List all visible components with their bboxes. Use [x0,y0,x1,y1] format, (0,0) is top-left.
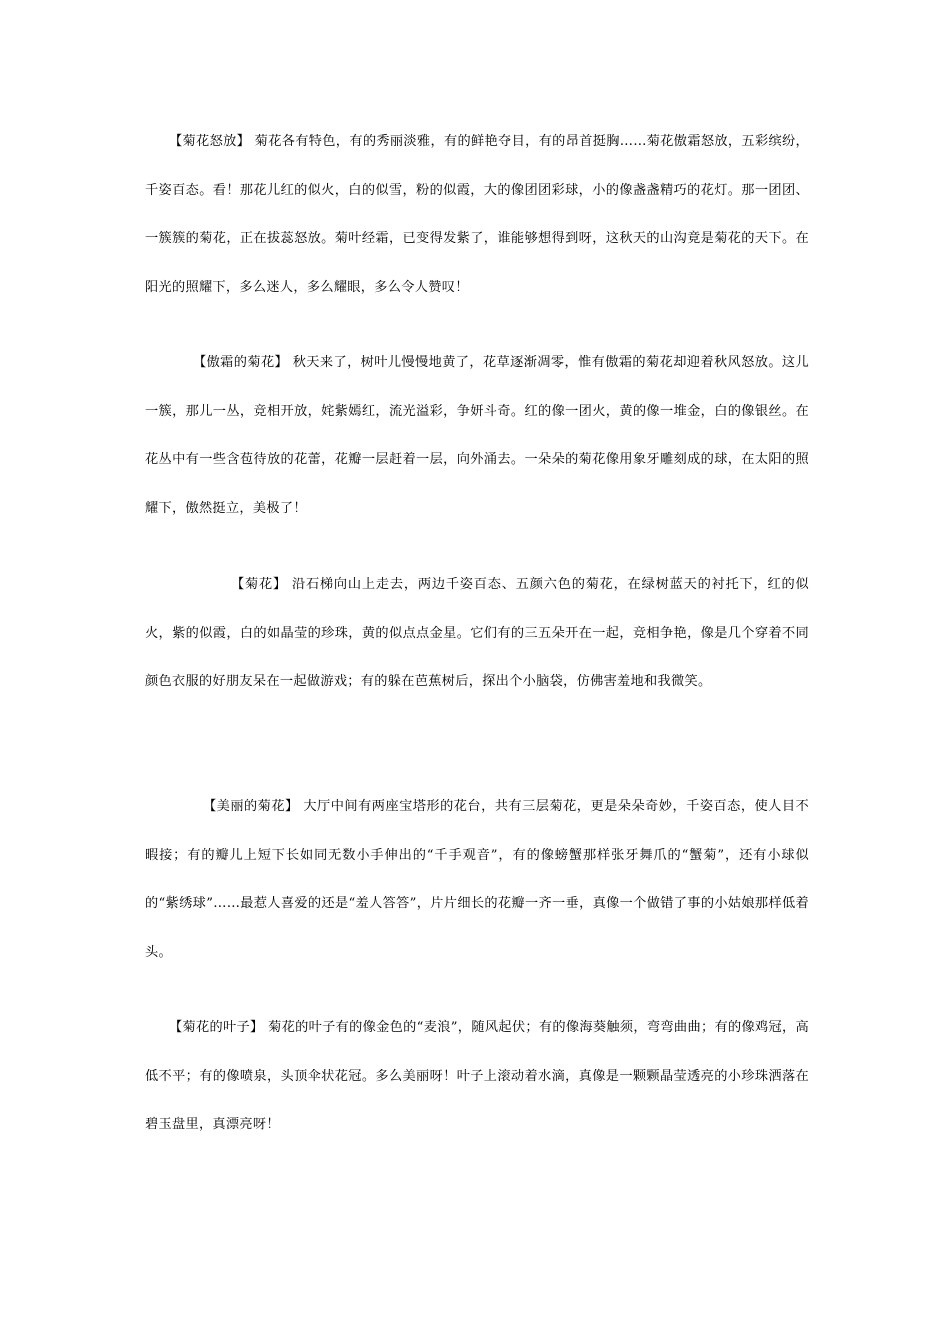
paragraph-title: 【菊花】 [231,577,287,592]
paragraph-title: 【菊花的叶子】 [169,1020,264,1035]
paragraph-title: 【菊花怒放】 [169,134,251,149]
paragraph-title: 【傲霜的菊花】 [193,355,289,370]
paragraph-frost-defying-chrysanthemum [145,339,809,533]
paragraph-title: 【美丽的菊花】 [203,799,299,814]
paragraph-chrysanthemum [145,561,809,707]
paragraph-text: 大厅中间有两座宝塔形的花台，共有三层菊花，更是朵朵奇妙，千姿百态，使人目不暇接；有的瓣儿上短下长如同无数小手伸出的“千手观音”，有的像螃蟹那样张牙舞爪的“蟹菊”，还有小球似的“紫绣球”……最惹人喜爱的还是“羞人答答”，片片细长的花瓣一齐一垂，真像一个做错了事的小姑娘那样低着头。 [145,799,809,960]
paragraph-chrysanthemum-leaves [145,1004,809,1150]
paragraph-text: 菊花各有特色，有的秀丽淡雅，有的鲜艳夺目，有的昂首挺胸……菊花傲霜怒放，五彩缤纷，千姿百态。看！那花儿红的似火，白的似雪，粉的似霞，大的像团团彩球，小的像盏盏精巧的花灯。那一团团、一簇簇的菊花，正在拔蕊怒放。菊叶经霜，已变得发紫了，谁能够想得到呀，这秋天的山沟竟是菊花的天下。在阳光的照耀下，多么迷人，多么耀眼，多么令人赞叹！ [145,134,809,295]
paragraph-chrysanthemum-blooming [145,118,809,312]
paragraph-text: 菊花的叶子有的像金色的“麦浪”，随风起伏；有的像海葵触须，弯弯曲曲；有的像鸡冠，高低不平；有的像喷泉，头顶伞状花冠。多么美丽呀！叶子上滚动着水滴，真像是一颗颗晶莹透亮的小珍珠洒落在碧玉盘里，真漂亮呀！ [145,1020,809,1132]
paragraph-beautiful-chrysanthemum [145,783,809,977]
paragraph-text: 沿石梯向山上走去，两边千姿百态、五颜六色的菊花，在绿树蓝天的衬托下，红的似火，紫的似霞，白的如晶莹的珍珠，黄的似点点金星。它们有的三五朵开在一起，竞相争艳，像是几个穿着不同颜色衣服的好朋友呆在一起做游戏；有的躲在芭蕉树后，探出个小脑袋，仿佛害羞地和我微笑。 [145,577,809,689]
paragraph-text: 秋天来了，树叶儿慢慢地黄了，花草逐渐凋零，惟有傲霜的菊花却迎着秋风怒放。这儿一簇，那儿一丛，竞相开放，姹紫嫣红，流光溢彩，争妍斗奇。红的像一团火，黄的像一堆金，白的像银丝。在花丛中有一些含苞待放的花蕾，花瓣一层赶着一层，向外涌去。一朵朵的菊花像用象牙雕刻成的球，在太阳的照耀下，傲然挺立，美极了！ [145,355,809,516]
